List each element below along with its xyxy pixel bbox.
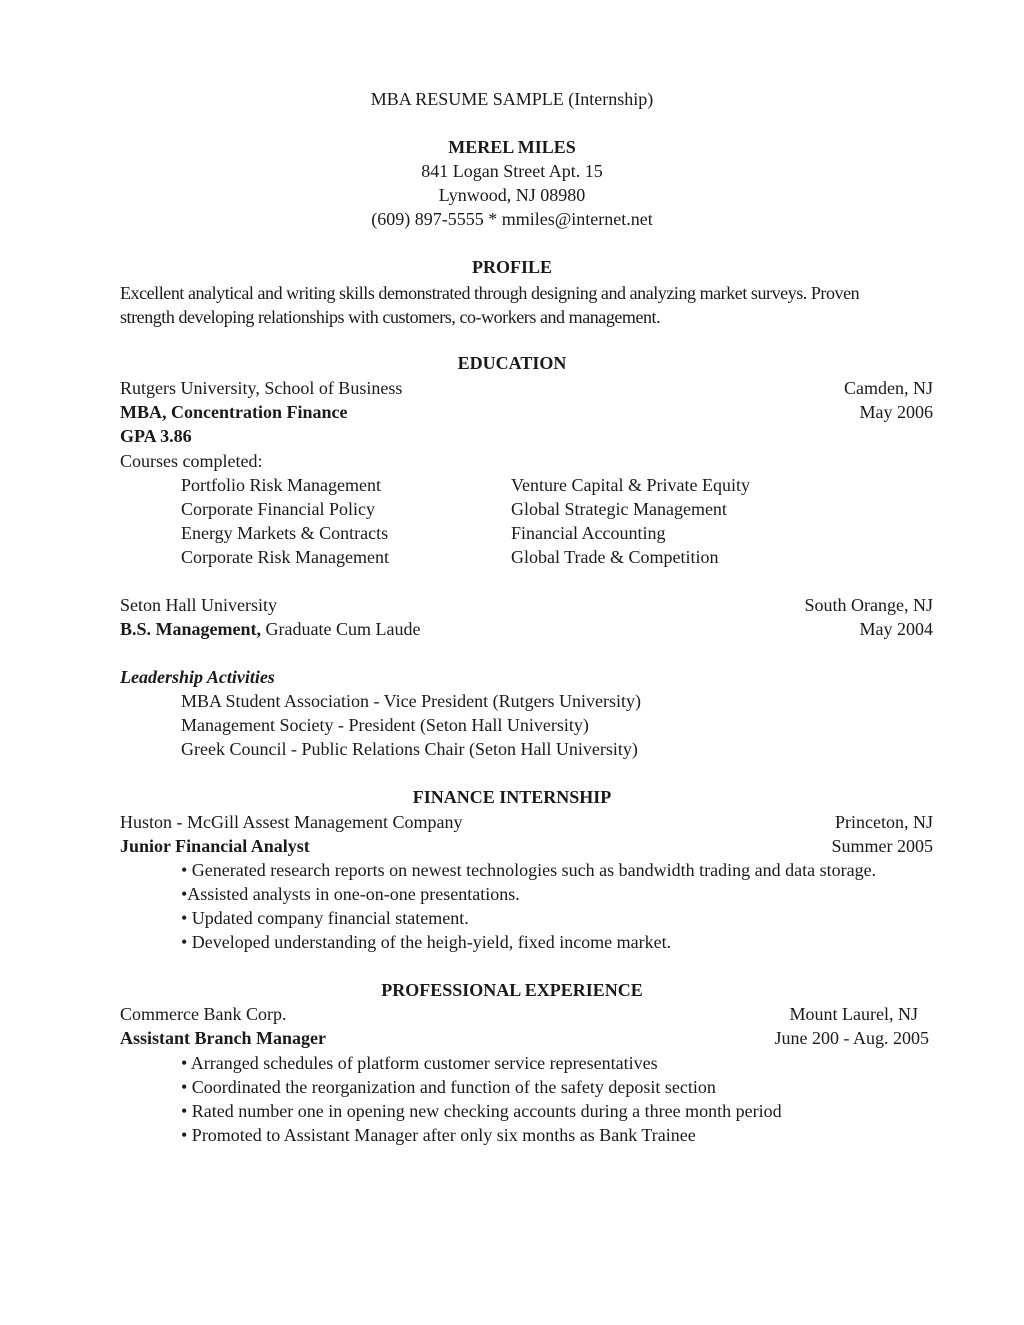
internship-company-row bbox=[120, 810, 933, 834]
profile-line-1: Excellent analytical and writing skills demonstrated through designing and analyzing market surveys. Proven bbox=[120, 283, 860, 303]
gpa: GPA 3.86 bbox=[120, 426, 192, 446]
leadership-heading: Leadership Activities bbox=[120, 667, 275, 687]
degree-1: MBA, Concentration Finance bbox=[120, 402, 348, 422]
leadership-item: MBA Student Association - Vice President (Rutgers University) bbox=[181, 691, 642, 711]
city-address: Lynwood, NJ 08980 bbox=[438, 185, 586, 205]
courses-label: Courses completed: bbox=[120, 451, 263, 471]
course-item: Global Strategic Management bbox=[511, 499, 727, 519]
course-item: Global Trade & Competition bbox=[511, 547, 719, 567]
experience-title-row bbox=[120, 1026, 929, 1050]
internship-bullet: • Generated research reports on newest technologies such as bandwidth trading and data storage. bbox=[181, 860, 877, 880]
course-item: Financial Accounting bbox=[511, 523, 666, 543]
internship-bullet: • Developed understanding of the heigh-yield, fixed income market. bbox=[181, 932, 672, 952]
course-item: Venture Capital & Private Equity bbox=[511, 475, 750, 495]
degree-2 bbox=[120, 617, 420, 641]
leadership-item: Management Society - President (Seton Hall University) bbox=[181, 715, 589, 735]
experience-bullet: • Arranged schedules of platform customer service representatives bbox=[181, 1053, 658, 1073]
experience-bullet: • Rated number one in opening new checking accounts during a three month period bbox=[181, 1101, 782, 1121]
school-2-name: Seton Hall University bbox=[120, 595, 277, 615]
experience-date: June 200 - Aug. 2005 bbox=[774, 1028, 929, 1048]
internship-bullet: • Updated company financial statement. bbox=[181, 908, 469, 928]
internship-title-row bbox=[120, 834, 933, 858]
course-item: Corporate Financial Policy bbox=[181, 499, 375, 519]
education-heading: EDUCATION bbox=[457, 353, 567, 373]
experience-company: Commerce Bank Corp. bbox=[120, 1004, 287, 1024]
degree-2-honor: Graduate Cum Laude bbox=[261, 619, 421, 639]
experience-bullet: • Coordinated the reorganization and function of the safety deposit section bbox=[181, 1077, 716, 1097]
profile-line-2: strength developing relationships with customers, co-workers and management. bbox=[120, 307, 661, 327]
phone-email: (609) 897-5555 * mmiles@internet.net bbox=[371, 209, 653, 229]
internship-bullet: •Assisted analysts in one-on-one presentations. bbox=[181, 884, 520, 904]
experience-title: Assistant Branch Manager bbox=[120, 1028, 326, 1048]
experience-heading: PROFESSIONAL EXPERIENCE bbox=[381, 980, 643, 1000]
school-2-row bbox=[120, 593, 933, 617]
degree-1-row bbox=[120, 400, 933, 424]
street-address: 841 Logan Street Apt. 15 bbox=[421, 161, 603, 181]
internship-title: Junior Financial Analyst bbox=[120, 836, 310, 856]
internship-heading: FINANCE INTERNSHIP bbox=[412, 787, 612, 807]
school-1-row bbox=[120, 376, 933, 400]
degree-1-date: May 2006 bbox=[859, 402, 933, 422]
degree-2-title: B.S. Management, bbox=[120, 619, 261, 639]
experience-bullet: • Promoted to Assistant Manager after only six months as Bank Trainee bbox=[181, 1125, 696, 1145]
course-item: Corporate Risk Management bbox=[181, 547, 389, 567]
candidate-name: MEREL MILES bbox=[448, 137, 576, 157]
school-1-location: Camden, NJ bbox=[844, 378, 933, 398]
leadership-item: Greek Council - Public Relations Chair (Seton Hall University) bbox=[181, 739, 638, 759]
school-2-location: South Orange, NJ bbox=[804, 595, 933, 615]
internship-company: Huston - McGill Assest Management Company bbox=[120, 812, 463, 832]
course-item: Energy Markets & Contracts bbox=[181, 523, 389, 543]
course-item: Portfolio Risk Management bbox=[181, 475, 381, 495]
profile-heading: PROFILE bbox=[471, 257, 552, 277]
experience-company-row bbox=[120, 1002, 918, 1026]
degree-2-date: May 2004 bbox=[859, 619, 933, 639]
internship-location: Princeton, NJ bbox=[835, 812, 933, 832]
school-1-name: Rutgers University, School of Business bbox=[120, 378, 403, 398]
degree-2-row bbox=[120, 617, 933, 641]
document-title: MBA RESUME SAMPLE (Internship) bbox=[370, 89, 654, 109]
internship-date: Summer 2005 bbox=[831, 836, 933, 856]
experience-location: Mount Laurel, NJ bbox=[789, 1004, 918, 1024]
